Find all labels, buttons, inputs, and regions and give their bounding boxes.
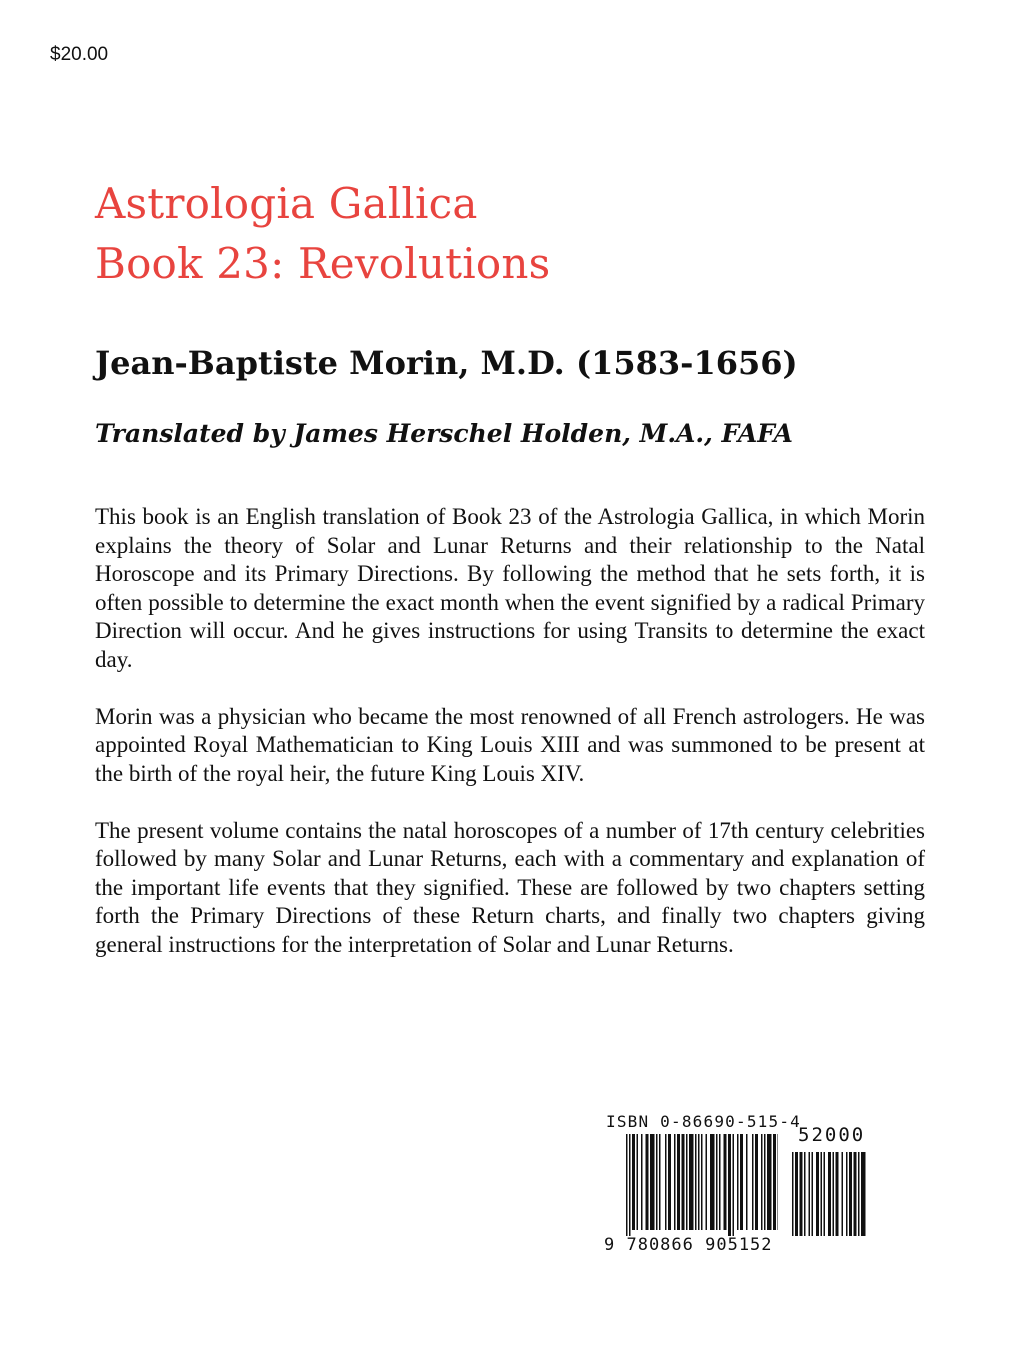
barcode-bar [764,1134,766,1230]
barcode-bar [809,1152,811,1236]
barcode-bar [646,1134,649,1230]
barcode-addon-bars-icon [792,1152,868,1240]
description [95,503,925,988]
barcode-bar [792,1152,794,1236]
barcode-bar [833,1152,835,1236]
barcode-bar [656,1134,658,1230]
barcode-bar [746,1134,748,1230]
description-paragraph-3: The present volume contains the natal horoscopes of a number of 17th century celebrities followed by many Solar and Lunar Returns, each with a commentary and explanation of the important life events that they signified. These are followed by two chapters setting forth the Primary Directions of these Return charts, and finally two chapters giving general instructions for the interpretation of Solar and Lunar Returns. [95,817,925,957]
barcode-bar [724,1134,727,1230]
barcode-bar [800,1152,803,1236]
barcode-bar [773,1134,776,1230]
barcode-bar [752,1134,754,1230]
barcode-bar [719,1134,721,1230]
price-label: $20.00 [50,44,109,65]
barcode-bar [846,1152,848,1236]
barcode-bar [824,1152,826,1236]
barcode-bar [854,1152,857,1236]
title-line-1: Astrologia Gallica [95,179,478,228]
barcode-bar [668,1134,671,1230]
barcode-bar [767,1134,772,1230]
author-name: Jean-Baptiste Morin, M.D. (1583-1656) [95,344,798,382]
barcode-bar [710,1134,715,1230]
barcode-bar [849,1152,852,1236]
barcode-bar [665,1134,667,1230]
barcode-bar [629,1134,631,1236]
barcode-bar [706,1134,708,1230]
barcode-bar [682,1134,685,1230]
description-paragraph-2: Morin was a physician who became the most renowned of all French astrologers. He was appointed Royal Mathematician to King Louis XIII and was summoned to be present at the birth of the royal heir, the future King Louis XIV. [95,703,925,786]
barcode-bar [728,1134,731,1236]
barcode-bar [761,1134,763,1230]
barcode-bars-icon [626,1134,778,1238]
barcode-bar [836,1152,839,1236]
barcode-bar [674,1134,676,1230]
barcode-bar [701,1134,703,1230]
barcode-bar [821,1152,823,1236]
barcode-bar [842,1152,844,1236]
isbn-label: ISBN 0-86690-515-4 [606,1112,801,1131]
barcode-bar [637,1134,639,1230]
barcode-bar [755,1134,758,1230]
barcode-bar [804,1152,806,1236]
barcode-bar [716,1134,718,1230]
barcode-digits: 9 780866 905152 [604,1235,773,1255]
barcode-bar [695,1134,697,1230]
barcode-bar [828,1152,831,1236]
barcode-bar [689,1134,694,1230]
book-title [95,174,955,294]
barcode-bar [677,1134,680,1230]
barcode-bar [626,1134,628,1236]
barcode-bar [632,1134,635,1230]
barcode-bar [795,1152,798,1236]
barcode-bar [812,1152,814,1236]
barcode-bar [698,1134,700,1230]
barcode-addon-digits: 52000 [798,1124,866,1146]
isbn-barcode [600,1112,880,1272]
barcode-bar [733,1134,735,1236]
barcode-bar [737,1134,739,1230]
barcode-bar [816,1152,819,1236]
description-paragraph-1: This book is an English translation of Book 23 of the Astrologia Gallica, in which Morin explains the theory of Solar and Lunar Returns and their relationship to the Natal Horoscope and its Primary Directions. By following the method that he sets forth, it is often possible to determine the exact month when the event signified by a radical Primary Direction will occur. And he gives instructions for using Transits to determine the exact day. [95,504,925,672]
barcode-bar [659,1134,661,1230]
barcode-bar [740,1134,743,1230]
translator-credit: Translated by James Herschel Holden, M.A., FAFA [95,419,793,448]
barcode-bar [861,1152,866,1236]
barcode-bar [650,1134,655,1230]
barcode-bar [641,1134,643,1230]
title-line-2: Book 23: Revolutions [95,239,551,288]
barcode-bar [778,1134,779,1230]
barcode-bar [858,1152,860,1236]
barcode-bar [686,1134,688,1230]
